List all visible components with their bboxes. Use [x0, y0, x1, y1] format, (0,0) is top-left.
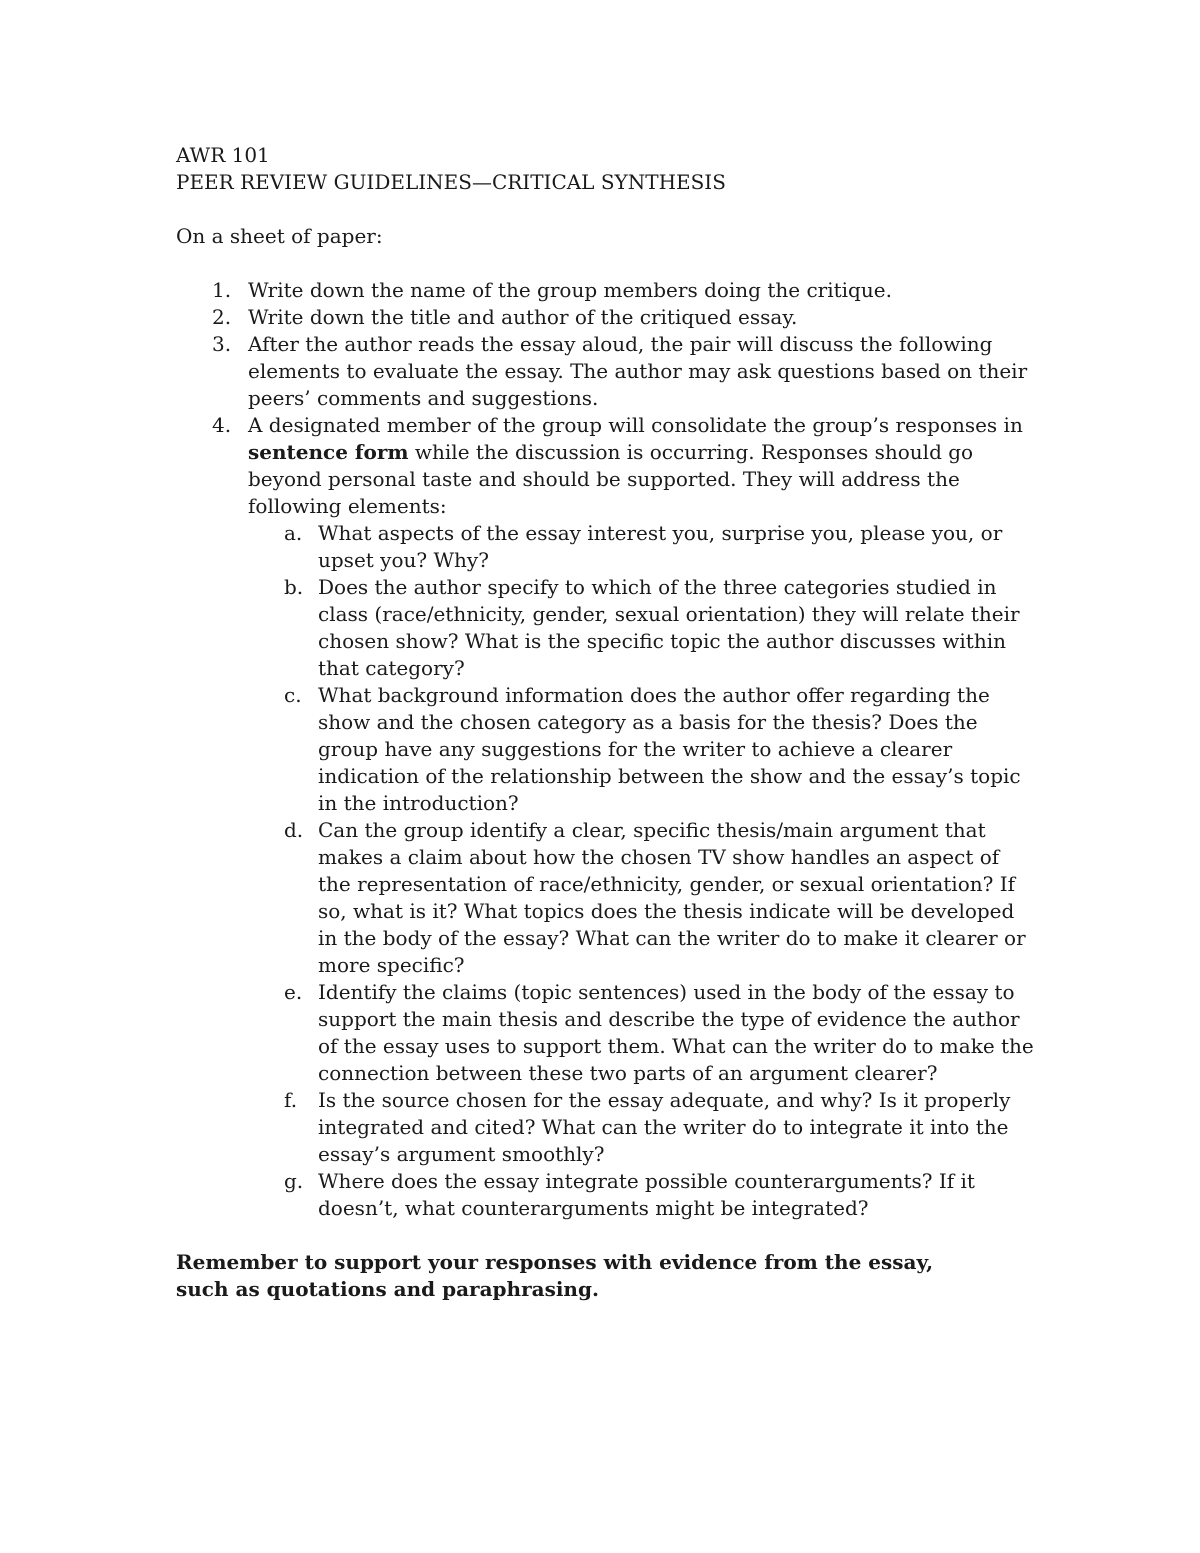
sub-list-item: [248, 520, 1036, 574]
list-number: 1.: [212, 278, 232, 302]
list-number: 2.: [212, 305, 232, 329]
list-item-text: Write down the title and author of the critiqued essay.: [248, 305, 798, 329]
sub-list-item-text: Where does the essay integrate possible counterarguments? If it doesn’t, what counterarguments might be integrated?: [318, 1169, 975, 1220]
sub-list-letter: g.: [284, 1169, 304, 1193]
sub-list-item-text: Identify the claims (topic sentences) used in the body of the essay to support the main thesis and describe the type of evidence the author of the essay uses to support them. What can the writer do to make the connection between these two parts of an argument clearer?: [318, 980, 1034, 1085]
steps-list: [176, 277, 1036, 1222]
sub-list-item-text: Is the source chosen for the essay adequate, and why? Is it properly integrated and cited? What can the writer do to integrate it into the essay’s argument smoothly?: [318, 1088, 1011, 1166]
sub-list-item-text: What background information does the author offer regarding the show and the chosen category as a basis for the thesis? Does the group have any suggestions for the writer to achieve a clearer indication of the relationship between the show and the essay’s topic in the introduction?: [318, 683, 1021, 815]
sub-list-item: [248, 1168, 1036, 1222]
list-item-text: Write down the name of the group members doing the critique.: [248, 278, 892, 302]
sub-list-item: [248, 1087, 1036, 1168]
sub-list-letter: a.: [284, 521, 303, 545]
sub-items-list: [248, 520, 1036, 1222]
sub-list-letter: c.: [284, 683, 302, 707]
list-item-text-before: A designated member of the group will consolidate the group’s responses in: [248, 413, 1023, 437]
emphasis-sentence-form: sentence form: [248, 440, 409, 464]
list-item: [176, 304, 1036, 331]
list-number: 3.: [212, 332, 232, 356]
sub-list-item-text: Does the author specify to which of the three categories studied in class (race/ethnicity, gender, sexual orientation) they will relate their chosen show? What is the specific topic the author discusses within that category?: [318, 575, 1020, 680]
sub-list-letter: b.: [284, 575, 304, 599]
list-item-text-after: while the discussion is occurring. Responses should go beyond personal taste and should be supported. They will address the following elements:: [248, 440, 974, 518]
sub-list-item-text: What aspects of the essay interest you, surprise you, please you, or upset you? Why?: [318, 521, 1003, 572]
sub-list-item: [248, 979, 1036, 1087]
sub-list-letter: d.: [284, 818, 304, 842]
sub-list-letter: f.: [284, 1088, 298, 1112]
document-header: [176, 142, 1036, 196]
sub-list-item: [248, 574, 1036, 682]
list-item-text: After the author reads the essay aloud, the pair will discuss the following elements to evaluate the essay. The author may ask questions based on their peers’ comments and suggestions.: [248, 332, 1028, 410]
sub-list-item: [248, 682, 1036, 817]
reminder-note: Remember to support your responses with evidence from the essay, such as quotations and paraphrasing.: [176, 1250, 934, 1301]
course-code: AWR 101: [176, 143, 270, 167]
list-item: [176, 331, 1036, 412]
list-item: [176, 412, 1036, 1222]
sub-list-item-text: Can the group identify a clear, specific thesis/main argument that makes a claim about how the chosen TV show handles an aspect of the representation of race/ethnicity, gender, or sexual orientation? If so, what is it? What topics does the thesis indicate will be developed in the body of the essay? What can the writer do to make it clearer or more specific?: [318, 818, 1026, 977]
list-item: [176, 277, 1036, 304]
sub-list-letter: e.: [284, 980, 303, 1004]
intro-text: On a sheet of paper:: [176, 224, 383, 248]
document-page: [176, 142, 1036, 1303]
sub-list-item: [248, 817, 1036, 979]
list-number: 4.: [212, 413, 232, 437]
document-title: PEER REVIEW GUIDELINES—CRITICAL SYNTHESIS: [176, 170, 726, 194]
